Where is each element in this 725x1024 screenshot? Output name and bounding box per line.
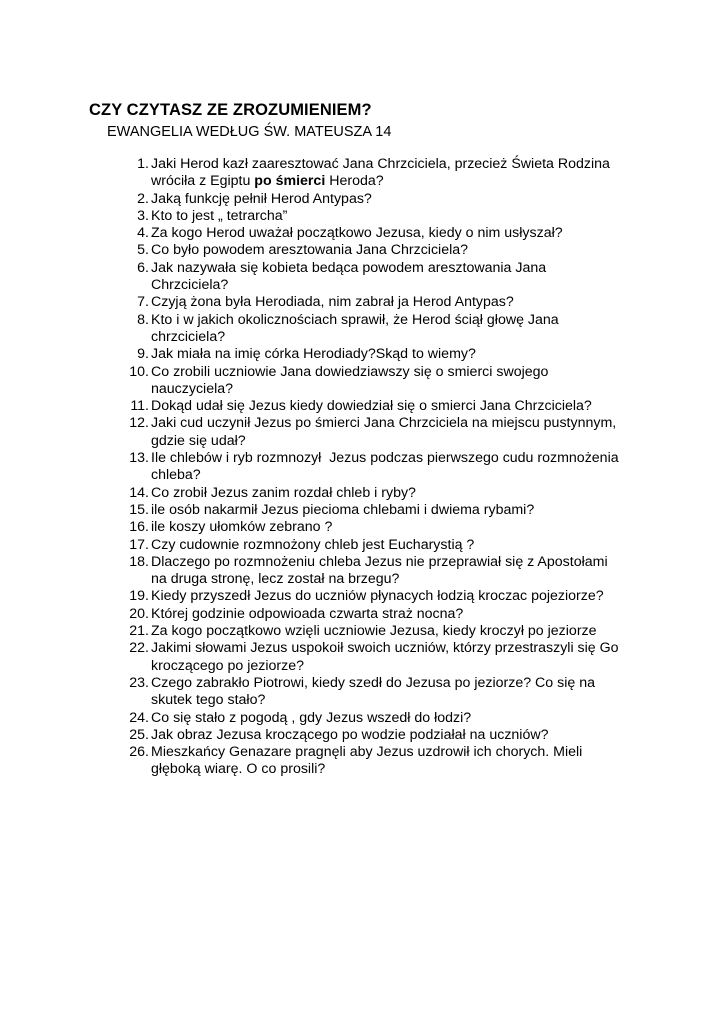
question-text bbox=[151, 415, 641, 450]
question-number: 2. bbox=[137, 190, 149, 207]
question-item bbox=[121, 191, 641, 208]
question-number: 1. bbox=[137, 156, 149, 172]
question-text-part: Której godzinie odpowioada czwarta straż nocna? bbox=[151, 605, 464, 622]
question-text-part: Czyją żona była Herodiada, nim zabrał ja Herod Antypas? bbox=[151, 294, 514, 311]
question-text-part: Kto to jest „ tetrarcha” bbox=[151, 207, 288, 224]
question-item bbox=[121, 415, 641, 450]
question-item bbox=[121, 710, 641, 727]
question-text-part: Jak nazywała się kobieta bedąca powodem aresztowania Jana Chrzciciela? bbox=[151, 259, 547, 294]
question-text bbox=[151, 450, 641, 485]
question-text bbox=[151, 312, 641, 347]
question-text-emphasis: po śmierci bbox=[254, 173, 326, 190]
question-number: 13. bbox=[129, 450, 149, 467]
question-item bbox=[121, 744, 641, 779]
question-text-part: Co się stało z pogodą , gdy Jezus wszedł do łodzi? bbox=[151, 709, 472, 726]
question-text bbox=[151, 260, 641, 295]
question-item bbox=[121, 623, 641, 640]
question-text bbox=[151, 398, 641, 415]
question-text-part: Czy cudownie rozmnożony chleb jest Eucharystią ? bbox=[151, 536, 475, 553]
question-number: 8. bbox=[137, 311, 149, 328]
question-text bbox=[151, 346, 641, 363]
question-number: 3. bbox=[137, 207, 149, 224]
question-number: 14. bbox=[129, 484, 149, 501]
question-text bbox=[151, 502, 641, 519]
question-item bbox=[121, 519, 641, 536]
question-number: 23. bbox=[129, 674, 149, 691]
question-text-part: Kto i w jakich okolicznościach sprawił, że Herod ściął głowę Jana chrzciciela? bbox=[151, 311, 559, 345]
question-number: 9. bbox=[137, 346, 149, 363]
question-number: 10. bbox=[129, 363, 149, 380]
question-item bbox=[121, 260, 641, 295]
question-text-part: Dlaczego po rozmnożeniu chleba Jezus nie przeprawiał się z Apostołami na druga stronę, lecz został na brzegu? bbox=[151, 553, 608, 588]
question-item bbox=[121, 156, 641, 191]
question-text bbox=[151, 537, 641, 554]
question-number: 12. bbox=[129, 415, 149, 432]
question-text bbox=[151, 156, 641, 191]
question-text bbox=[151, 364, 641, 399]
question-text bbox=[151, 675, 641, 710]
question-text bbox=[151, 554, 641, 589]
question-text-part: ile osób nakarmił Jezus piecioma chlebami i dwiema rybami? bbox=[151, 501, 535, 518]
question-item bbox=[121, 485, 641, 502]
question-number: 6. bbox=[137, 259, 149, 276]
question-number: 5. bbox=[137, 242, 149, 259]
question-text bbox=[151, 727, 641, 744]
question-number: 19. bbox=[129, 588, 149, 605]
question-text-part: Czego zabrakło Piotrowi, kiedy szedł do Jezusa po jeziorze? Co się na skutek tego stało? bbox=[151, 674, 595, 709]
question-text bbox=[151, 294, 641, 311]
question-number: 21. bbox=[129, 623, 149, 640]
question-item bbox=[121, 554, 641, 589]
question-item bbox=[121, 727, 641, 744]
question-text-part: Za kogo początkowo wzięli uczniowie Jezusa, kiedy kroczył po jeziorze bbox=[151, 623, 597, 640]
question-text-part: Co zrobili uczniowie Jana dowiedziawszy się o smierci swojego nauczyciela? bbox=[151, 363, 549, 397]
question-item bbox=[121, 242, 641, 259]
question-text-part: Kiedy przyszedł Jezus do uczniów płynacych łodzią kroczac pojeziorze? bbox=[151, 588, 604, 605]
page-title: CZY CZYTASZ ZE ZROZUMIENIEM? bbox=[89, 101, 372, 119]
question-text bbox=[151, 242, 641, 259]
question-text bbox=[151, 485, 641, 502]
question-item bbox=[121, 294, 641, 311]
question-item bbox=[121, 675, 641, 710]
question-text bbox=[151, 606, 641, 623]
question-number: 11. bbox=[130, 398, 149, 415]
question-text bbox=[151, 623, 641, 640]
question-text-part: Jaką funkcję pełnił Herod Antypas? bbox=[151, 190, 372, 207]
question-number: 4. bbox=[137, 225, 149, 242]
question-number: 22. bbox=[129, 640, 149, 657]
question-item bbox=[121, 346, 641, 363]
page-subtitle: EWANGELIA WEDŁUG ŚW. MATEUSZA 14 bbox=[107, 124, 392, 140]
question-text bbox=[151, 640, 641, 675]
question-item bbox=[121, 502, 641, 519]
question-item bbox=[121, 450, 641, 485]
question-item bbox=[121, 606, 641, 623]
question-text-part: Heroda? bbox=[325, 173, 384, 190]
question-text bbox=[151, 710, 641, 727]
question-text-part: Jak obraz Jezusa kroczącego po wodzie podziałał na uczniów? bbox=[151, 726, 549, 743]
question-text-part: Jakimi słowami Jezus uspokoił swoich uczniów, którzy przestraszyli się Go kroczącego po jeziorze? bbox=[151, 640, 619, 674]
question-number: 17. bbox=[129, 536, 149, 553]
question-item bbox=[121, 364, 641, 399]
question-item bbox=[121, 537, 641, 554]
question-item bbox=[121, 312, 641, 347]
question-item bbox=[121, 640, 641, 675]
question-text bbox=[151, 208, 641, 225]
question-item bbox=[121, 398, 641, 415]
question-text-part: Mieszkańcy Genazare pragnęli aby Jezus uzdrowił ich chorych. Mieli głęboką wiarę. O co prosili? bbox=[151, 744, 583, 778]
question-text bbox=[151, 744, 641, 779]
question-text-part: ile koszy ułomków zebrano ? bbox=[151, 519, 333, 536]
question-text bbox=[151, 191, 641, 208]
question-text-part: Za kogo Herod uważał początkowo Jezusa, kiedy o nim usłyszał? bbox=[151, 225, 563, 242]
question-text bbox=[151, 519, 641, 536]
question-text-part: Jaki cud uczynił Jezus po śmierci Jana Chrzciciela na miejscu pustynnym, gdzie się udał? bbox=[151, 415, 617, 449]
question-item bbox=[121, 588, 641, 605]
question-text bbox=[151, 588, 641, 605]
question-number: 18. bbox=[129, 553, 149, 570]
question-number: 25. bbox=[129, 726, 149, 743]
question-list bbox=[121, 156, 641, 779]
question-text bbox=[151, 225, 641, 242]
question-item bbox=[121, 208, 641, 225]
question-text-part: Dokąd udał się Jezus kiedy dowiedział się o smierci Jana Chrzciciela? bbox=[151, 398, 592, 415]
question-item bbox=[121, 225, 641, 242]
question-number: 20. bbox=[129, 605, 149, 622]
question-text-part: Co było powodem aresztowania Jana Chrzciciela? bbox=[151, 242, 469, 259]
question-number: 7. bbox=[137, 294, 149, 311]
question-number: 24. bbox=[129, 709, 149, 726]
question-number: 15. bbox=[129, 501, 149, 518]
question-text-part: Jak miała na imię córka Herodiady?Skąd to wiemy? bbox=[151, 346, 476, 363]
question-text-part: Co zrobił Jezus zanim rozdał chleb i ryby? bbox=[151, 484, 416, 501]
question-number: 16. bbox=[129, 519, 149, 536]
question-number: 26. bbox=[129, 744, 149, 761]
question-text-part: Jaki Herod kazł zaaresztować Jana Chrzciciela, przecież Świeta Rodzina wróciła z Egiptu bbox=[151, 156, 610, 190]
question-text-part: Ile chlebów i ryb rozmnozył Jezus podczas pierwszego cudu rozmnożenia chleba? bbox=[151, 450, 619, 484]
